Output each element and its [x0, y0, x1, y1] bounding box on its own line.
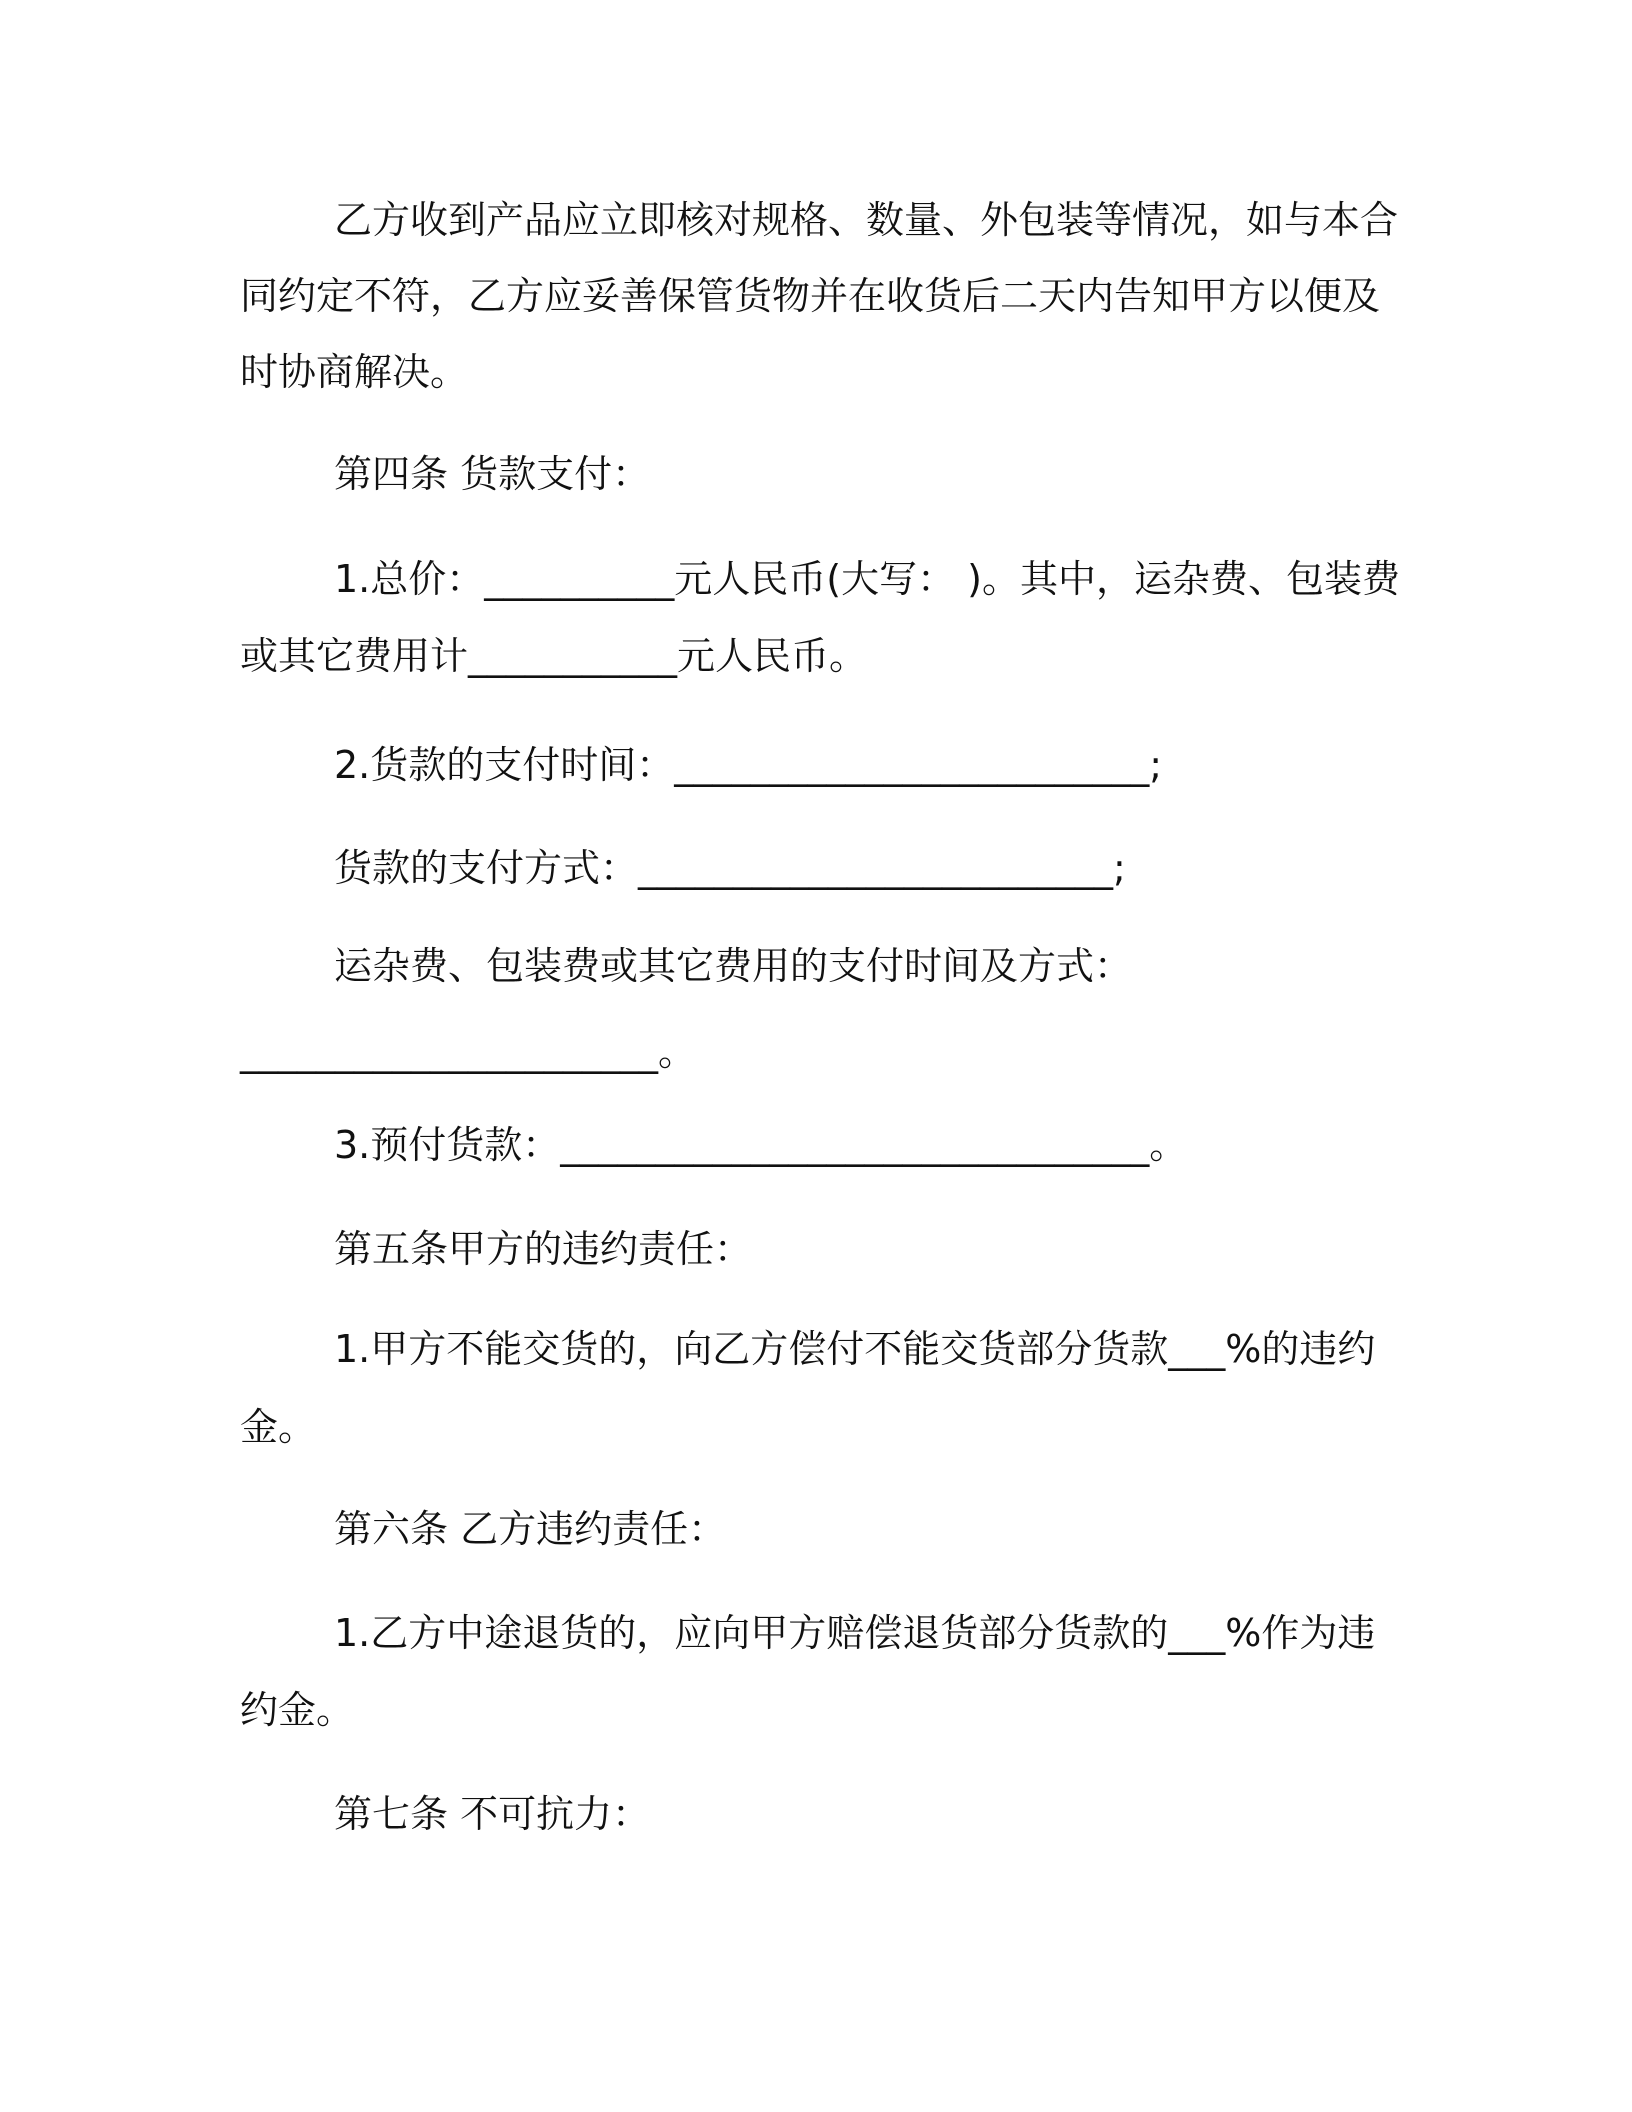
paragraph-line: 1.乙方中途退货的，应向甲方赔偿退货部分货款的___%作为违 [334, 1611, 1376, 1655]
section-heading: 第五条甲方的违约责任： [334, 1227, 753, 1271]
paragraph-line: 1.总价：__________元人民币(大写： )。其中，运杂费、包装费 [334, 557, 1400, 601]
paragraph-line: 或其它费用计___________元人民币。 [240, 634, 868, 678]
paragraph-line: 3.预付货款：_______________________________。 [334, 1123, 1188, 1167]
paragraph-line: 1.甲方不能交货的，向乙方偿付不能交货部分货款___%的违约 [334, 1327, 1376, 1371]
paragraph-line: 乙方收到产品应立即核对规格、数量、外包装等情况，如与本合 [334, 198, 1399, 242]
paragraph-line: 运杂费、包装费或其它费用的支付时间及方式： [334, 944, 1133, 988]
paragraph-line: 金。 [240, 1405, 317, 1449]
paragraph-line: 时协商解决。 [240, 350, 469, 394]
paragraph-line: 2.货款的支付时间：_________________________; [334, 743, 1163, 787]
paragraph-line: 同约定不符，乙方应妥善保管货物并在收货后二天内告知甲方以便及 [240, 274, 1381, 318]
section-heading: 第七条 不可抗力： [334, 1792, 651, 1836]
paragraph-line: ______________________。 [240, 1030, 697, 1074]
section-heading: 第六条 乙方违约责任： [334, 1507, 727, 1551]
paragraph-line: 货款的支付方式：_________________________; [334, 846, 1126, 890]
section-heading: 第四条 货款支付： [334, 452, 651, 496]
paragraph-line: 约金。 [240, 1688, 355, 1732]
